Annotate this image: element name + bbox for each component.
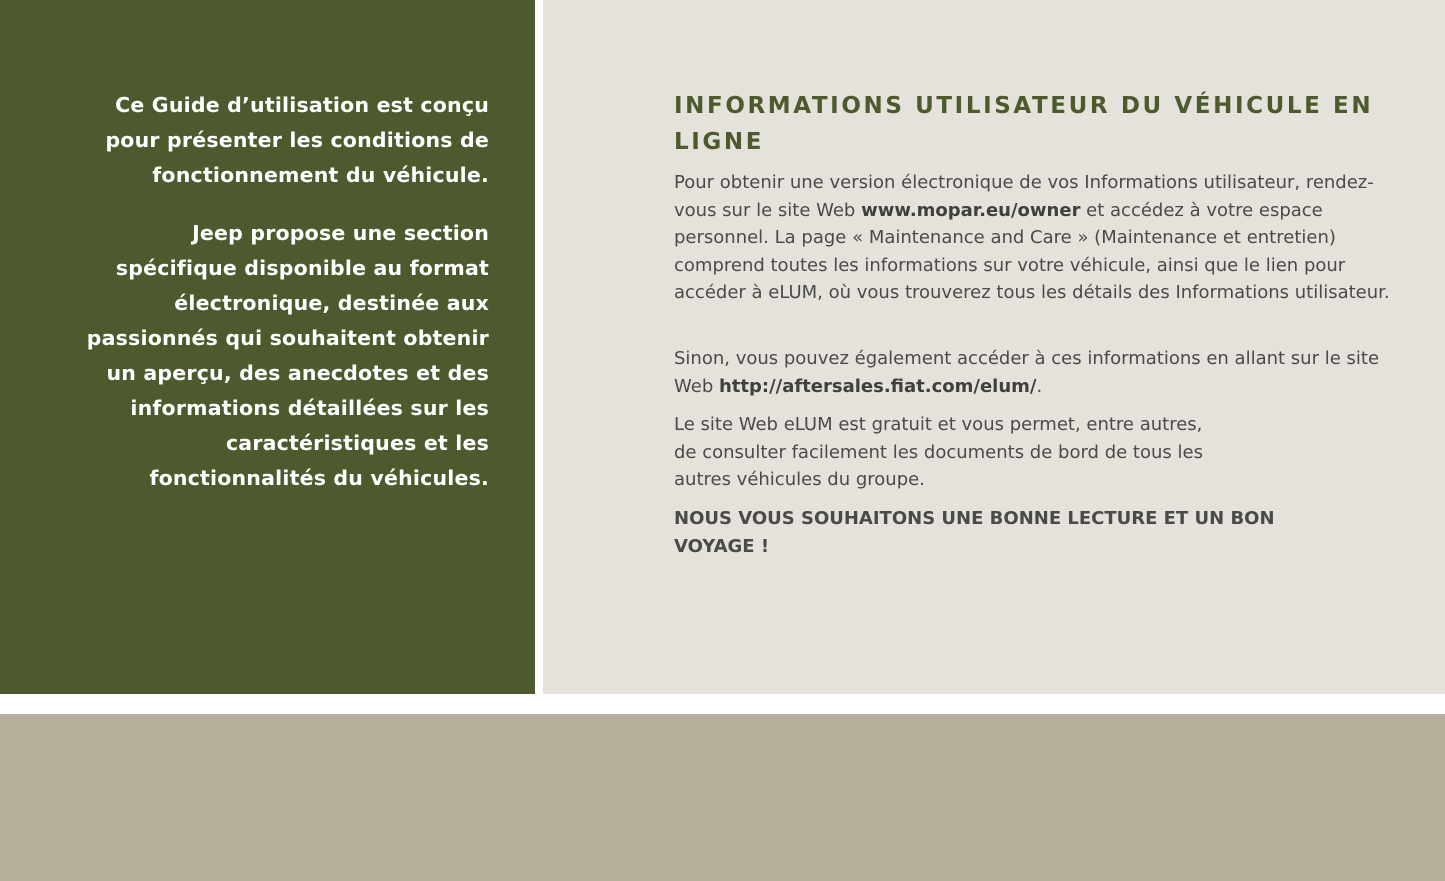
intro-panel bbox=[0, 0, 535, 694]
mopar-owner-link[interactable]: www.mopar.eu/owner bbox=[861, 199, 1081, 221]
jeep-section-text: Jeep propose une section spécifique disponible au format électronique, destinée aux passionnés qui souhaitent obtenir un aperçu, des anecdotes et des informations détaillées sur les caractéristiques et les fonctionnalités du véhicules. bbox=[86, 221, 489, 490]
footer-band bbox=[0, 714, 1445, 881]
elum-free-paragraph: Le site Web eLUM est gratuit et vous permet, entre autres, de consulter facilement les documents de bord de tous les autres véhicules du groupe. bbox=[674, 414, 1203, 490]
aftersales-elum-link[interactable]: http://aftersales.fiat.com/elum/ bbox=[718, 375, 1037, 397]
section-title: INFORMATIONS UTILISATEUR DU VÉHICULE EN LIGNE bbox=[674, 93, 1374, 155]
paragraph-text: Pour obtenir une version électronique de vos Informations utilisateur, rendez-vous sur le site Web bbox=[674, 172, 1374, 221]
paragraph-text: et accédez à votre espace personnel. La page « Maintenance and Care » (Maintenance et entretien) comprend toutes les informations sur votre véhicule, ainsi que le lien pour accéder à eLUM, où vous trouverez tous les détails des Informations utilisateur. bbox=[674, 199, 1390, 303]
guide-intro-text: Ce Guide d’utilisation est conçu pour présenter les conditions de fonctionnement du véhicule. bbox=[105, 93, 489, 187]
online-info-panel bbox=[543, 0, 1445, 694]
paragraph-text: Sinon, vous pouvez également accéder à ces informations en allant sur le site Web bbox=[674, 348, 1380, 397]
online-version-paragraph bbox=[674, 169, 1404, 307]
alternative-access-paragraph bbox=[674, 345, 1404, 400]
closing-greeting: NOUS VOUS SOUHAITONS UNE BONNE LECTURE ET UN BON VOYAGE ! bbox=[674, 508, 1275, 557]
paragraph-text: . bbox=[1036, 375, 1043, 397]
